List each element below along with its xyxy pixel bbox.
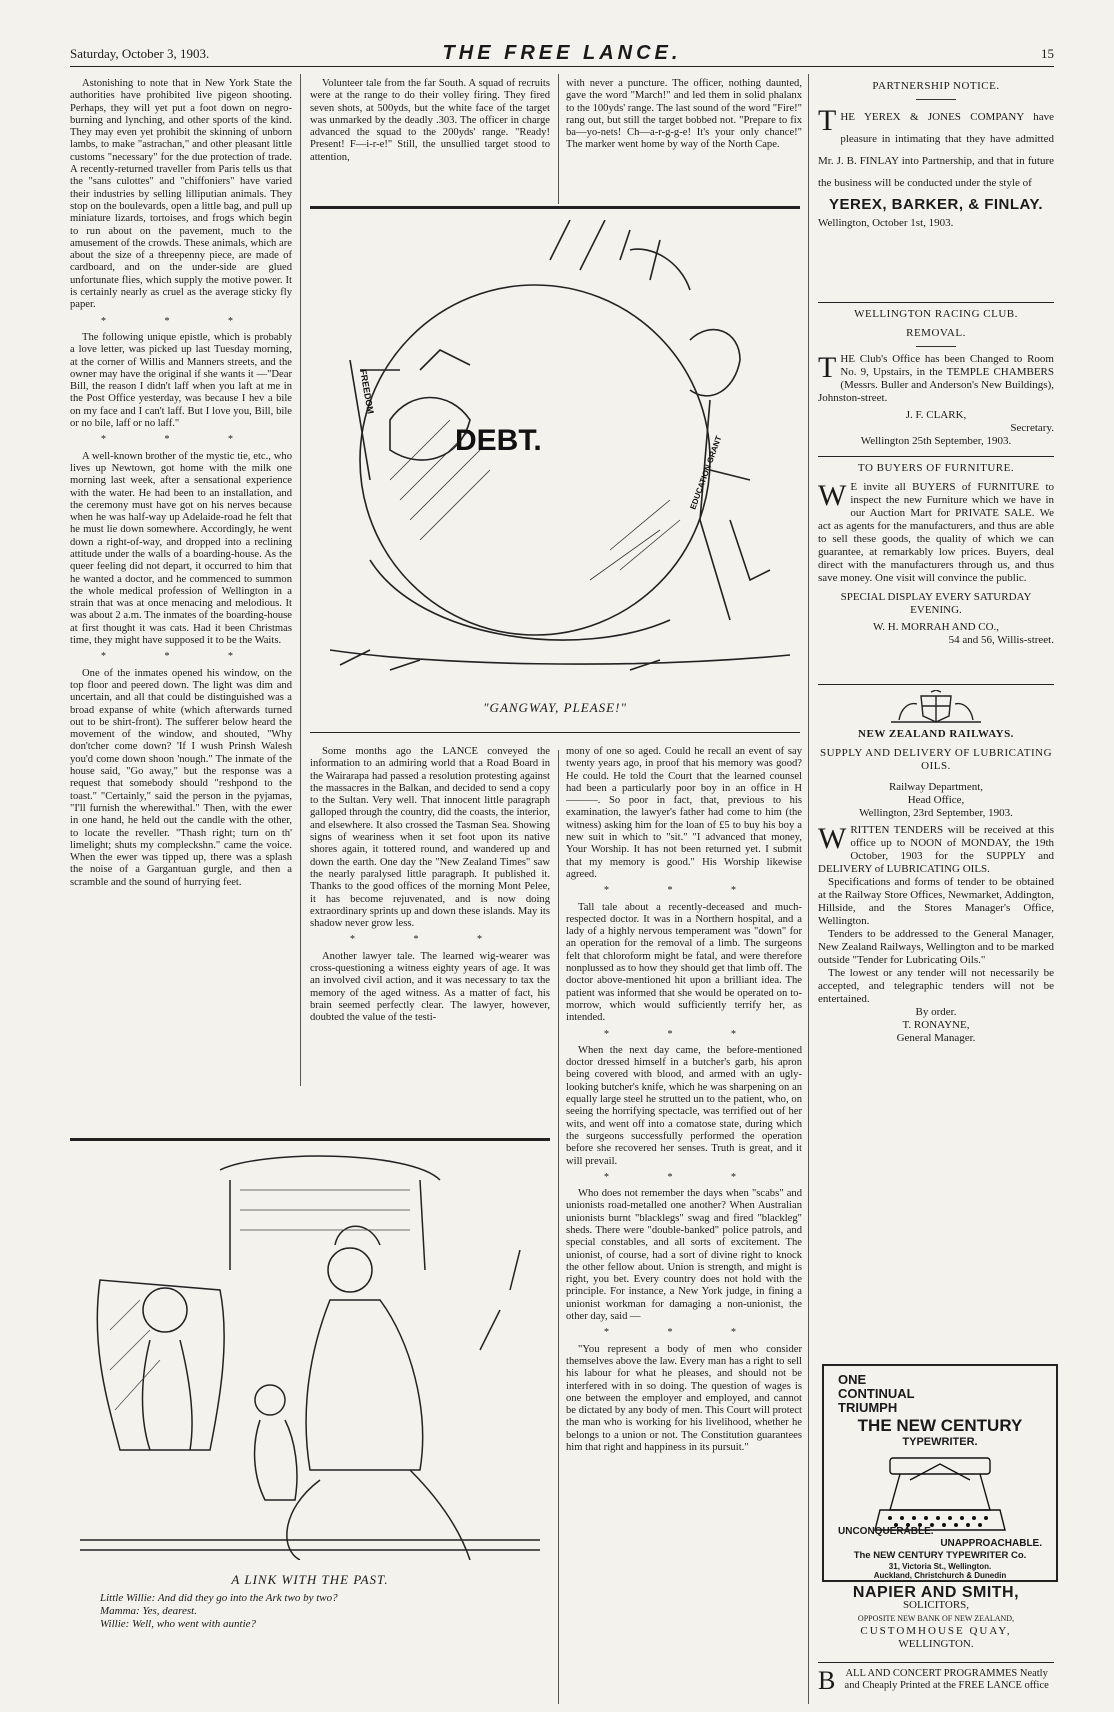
ad-role: Secretary. bbox=[1010, 422, 1054, 434]
ad-separator bbox=[916, 346, 956, 347]
ad-address: 31, Victoria St., Wellington. bbox=[888, 1562, 992, 1571]
ad-line: TRIUMPH bbox=[838, 1400, 898, 1415]
separator-stars: * * * bbox=[101, 434, 261, 446]
firm-name: YEREX, BARKER, & FINLAY. bbox=[829, 196, 1043, 213]
page-header bbox=[70, 42, 1054, 66]
column-divider bbox=[558, 74, 559, 204]
separator-stars: * * * bbox=[101, 315, 261, 327]
section-rule bbox=[70, 1138, 550, 1141]
railways-notice bbox=[818, 690, 1054, 1045]
furniture-notice bbox=[818, 462, 1054, 647]
column-2-middle bbox=[310, 746, 550, 1132]
article-paragraph: "You represent a body of men who consider themselves above the law. Every man has a right to sell his labour for what he pleases, and should not be interfered with in so doing. The question of wages is one between the employer and employed, and cannot be dictated by any body of men. This Court will protect the man who is working for his livelihood, whether he belongs to a union or not. The Constitution guarantees him that right and happiness in its pursuit." bbox=[566, 1343, 802, 1454]
article-paragraph: One of the inmates opened his window, on the top floor and peered down. The light was dim and uncertain, and all that could be distinguished was a broad expanse of white (which afterwards turned out to be shirt-front). The sufferer below heard the movement of the window, and shouted, "Why don'tcher come down? 'If I wush Prinsh Walesh you'd come down shoon 'nough." The inmate of the house said, "Go away," but the response was a request that somebody should "reshpond to the toast." "Certainly," said the person in the pyjamas, "I'll furnish the wherewithal." Then, with the ewer in one hand, he held out the candle with the other, to locate the reveller. "Thash right; turn on th' limelight; shuts my compleckshn." came the voice. When the ewer was tipped up, there was a splash the noise of a Gargantuan gurgle, and then a scramble and the sound of hurrying feet. bbox=[70, 667, 292, 888]
article-paragraph: Who does not remember the days when "scabs" and unionists road-metalled one another? When Australian unionists burnt "blacklegs" swag and fired "blackleg" sheds. There were "double-banked" police patrols, and special constables, and all sorts of excitement. The unionist, of course, had a sort of divine right to knock the other fellow about. Union is strength, and might is right, you bet. Every country does not hold with the principle. For instance, a New York judge, in fining a unionist workman for damaging a non-unionist, the other day, said — bbox=[566, 1188, 802, 1323]
ad-dept: Head Office, bbox=[907, 794, 965, 806]
ad-body: THE Club's Office has been Changed to Room No. 9, Upstairs, in the TEMPLE CHAMBERS (Messrs. Buller and Anderson's New Buildings), Johnston-street. bbox=[818, 351, 1054, 404]
section-rule bbox=[310, 732, 800, 733]
ad-date: Wellington, 23rd September, 1903. bbox=[859, 807, 1013, 819]
ark-cartoon bbox=[80, 1150, 540, 1560]
typewriter-brand: THE NEW CENTURY bbox=[857, 1416, 1023, 1435]
ad-cities: Auckland, Christchurch & Dunedin bbox=[873, 1571, 1007, 1580]
article-paragraph: mony of one so aged. Could he recall an event of say twenty years ago, in proof that his memory was good? He could. He told the Court that the learned counsel had been a particularly poor boy in an office in H———. So poor in fact, that, previous to his examination, the lawyer's father had come to him (the witness) asking him for the loan of £5 to buy his boy a new suit in which to "sit." "I advanced that money, Your Worship. It has not been returned yet. I submit that my memory is good." His Worship likewise agreed. bbox=[566, 746, 802, 880]
article-paragraph: Volunteer tale from the far South. A squad of recruits were at the range to do their volley firing. They fired seven shots, at 500yds, but the white face of the target was unmarked by the deadly .303. The officer in charge advanced the squad to the 200yds' range. "Ready! Present! F—i-r-e!" Still, the unsullied target stood to attention, bbox=[310, 78, 550, 163]
separator-stars: * * * bbox=[350, 934, 510, 946]
dialogue-line: Willie: Well, who went with auntie? bbox=[100, 1618, 257, 1630]
ad-rule bbox=[818, 684, 1054, 685]
ark-cartoon-drawing bbox=[80, 1150, 540, 1560]
separator-stars: * * * bbox=[604, 885, 764, 897]
ad-company: The NEW CENTURY TYPEWRITER Co. bbox=[853, 1550, 1027, 1561]
column-2-top bbox=[310, 78, 550, 202]
ad-claim: UNAPPROACHABLE. bbox=[940, 1538, 1042, 1549]
drop-cap: W bbox=[818, 479, 847, 512]
ad-heading: PARTNERSHIP NOTICE. bbox=[872, 80, 1000, 92]
cartoon-caption: "GANGWAY, PLEASE!" bbox=[483, 700, 627, 715]
article-paragraph: When the next day came, the before-mentioned doctor dressed himself in a butcher's garb, his apron being covered with blood, and armed with an ugly-looking butcher's knife, which he was sharpening on an equally large steel he strutted un to the patient, who, on seeing the horrifying spectacle, was terrified out of her wits, and went off into a comatose state, during which the surgeons successfully performed the operation before she recovered her senses. Truth is great, and it will prevail. bbox=[566, 1044, 802, 1167]
article-paragraph: Tall tale about a recently-deceased and much-respected doctor. It was in a Northern hospital, and a lady of a highly nervous temperament was "down" for an operation for the removal of a limb. The surgeons felt that chloroform might be fatal, and were therefore nonplussed as to how they should get that limb off. The doctor above-mentioned hit upon a brilliant idea. The patient was informed that she would be operated on to-morrow, which would sufficiently terrify her, as intended. bbox=[566, 901, 802, 1024]
education-grant-label: EDUCATION GRANT bbox=[688, 434, 724, 511]
ad-signer: J. F. CLARK, bbox=[905, 409, 967, 421]
separator-stars: * * * bbox=[604, 1327, 764, 1339]
coat-of-arms-icon bbox=[891, 690, 981, 724]
article-paragraph: The following unique epistle, which is probably a love letter, was picked up last Tuesday morning, at the corner of Willis and Manners streets, and the owner may have the original if she wants it —"Dear Bill, the reason I didn't laff when you laft at me in the Post Office yesterday, was because I hev a bile on my face and I can't laff. But I love you, Bill, bile or no bile, laff or no laff." bbox=[70, 331, 292, 430]
page-number: 15 bbox=[1041, 46, 1054, 61]
ad-claim: UNCONQUERABLE. bbox=[838, 1526, 934, 1537]
typewriter-product: TYPEWRITER. bbox=[902, 1436, 978, 1448]
article-paragraph: A well-known brother of the mystic tie, etc., who lives up Newtown, got home with the milk one morning last week, after a sensational experience with the water. He had been to an installation, and the ceremony must have got on his nerves because when he was half-way up Adelaide-road he felt that he must lie down somewhere. Accordingly, he went down a right-of-way, and dropped into a reclining attitude under the walls of a boarding-house. As the queer feeling did not depart, it occurred to him that he wanted a doctor, and he commenced to summon the whole medical profession of Wellington in a strain that was at once menacing and melodious. It was about 2 a.m. The inmates of the boarding-house at first thought it was cats. Had it been Christmas time, they might have supposed it to be the Waits. bbox=[70, 450, 292, 647]
ad-special: SPECIAL DISPLAY EVERY SATURDAY EVENING. bbox=[840, 591, 1032, 616]
article-paragraph: Astonishing to note that in New York State the authorities have prohibited live pigeon shooting. Perhaps, they will yet put a foot down on negro-burning and lynching, and other sports of the kind. They may even yet prohibit the skinning of unborn lambs, to make "astrachan," and other pleasant little customs "necessary" for the due protection of trade. A recently-returned traveller from Paris tells us that the "sans culottes" and "chiffoniers" have varied their industries by selling lilliputian animals. They stop on the boulevards, open a little bag, and pull up miniature lizards, tortoises, and frogs which begin to run about on the pavement, much to the amusement of the crowds. These animals, which are about the size of a threepenny piece, are made of cardboard, and on the under-side are glued unfortunate flies, which supply the motive power. It is certainly nearly as cruel as the average sticky fly paper. bbox=[70, 78, 292, 311]
napier-smith-ad bbox=[818, 1586, 1054, 1651]
programmes-ad: BALL AND CONCERT PROGRAMMES Neatly and Cheaply Printed at the FREE LANCE office bbox=[818, 1666, 1049, 1695]
ad-heading: TO BUYERS OF FURNITURE. bbox=[857, 462, 1015, 474]
issue-date: Saturday, October 3, 1903. bbox=[70, 46, 210, 61]
ad-quay: CUSTOMHOUSE QUAY, bbox=[860, 1625, 1012, 1637]
debt-label: DEBT. bbox=[455, 424, 542, 457]
drop-cap: B bbox=[818, 1666, 836, 1695]
ad-address: 54 and 56, Willis-street. bbox=[948, 634, 1054, 646]
ad-opposite: OPPOSITE NEW BANK OF NEW ZEALAND, bbox=[857, 1614, 1015, 1623]
ad-body: The lowest or any tender will not necessarily be accepted, and telegraphic tenders will not be entertained. bbox=[818, 967, 1054, 1005]
freedom-label: FREEDOM bbox=[358, 368, 376, 415]
section-rule bbox=[310, 206, 800, 209]
partnership-notice bbox=[818, 80, 1054, 230]
column-1 bbox=[70, 78, 292, 1133]
article-paragraph: Some months ago the LANCE conveyed the information to an admiring world that a Road Board in the Wairarapa had passed a resolution protesting against the massacres in the Balkan, and decided to send a copy to the Sultan. Very well. That innocent little paragraph galloped through the country, did the coasts, the interior, and elsewhere. It also crossed the Tasman Sea. Showing signs of weariness when it set foot upon its native shores again, it tottered round, and wandered up and down the earth. One day the "New Zealand Times" saw the nearly paralysed little paragraph. It published it. Thanks to the good offices of the morning Mont Pelee, it has become rejuvenated, and is now doing extraordinary sprints up and down these islands. May its shadow never grow less. bbox=[310, 746, 550, 930]
column-3-top bbox=[566, 78, 802, 202]
ad-signer: T. RONAYNE, bbox=[902, 1019, 970, 1031]
ad-line: ONE bbox=[838, 1372, 867, 1387]
ad-line: CONTINUAL bbox=[838, 1386, 915, 1401]
ad-role: General Manager. bbox=[896, 1032, 976, 1044]
ad-subheading: SUPPLY AND DELIVERY OF LUBRICATING OILS. bbox=[819, 747, 1053, 772]
column-divider bbox=[808, 74, 809, 1704]
ad-rule bbox=[818, 302, 1054, 303]
ad-rule bbox=[818, 1662, 1054, 1663]
column-divider bbox=[558, 750, 559, 1704]
racing-club-notice bbox=[818, 308, 1054, 448]
ad-firm: W. H. MORRAH AND CO., bbox=[872, 621, 1000, 633]
drop-cap: T bbox=[818, 104, 837, 137]
header-rule bbox=[70, 66, 1054, 67]
ad-rule bbox=[818, 456, 1054, 457]
ad-date: Wellington 25th September, 1903. bbox=[860, 435, 1012, 447]
ad-heading: NEW ZEALAND RAILWAYS. bbox=[858, 728, 1014, 740]
ad-date: Wellington, October 1st, 1903. bbox=[818, 217, 954, 229]
article-paragraph: with never a puncture. The officer, nothing daunted, gave the word "March!" and led them in solid phalanx to the 100yds' range. The last sound of the word "Fire!" rang out, but still the target bobbed not. "Prepare to fix ba—yo-nets! Ch—a-r-g-g-e! It's your only chance!" The marker went home by way of the North Cape. bbox=[566, 78, 802, 151]
ark-cartoon-dialogue bbox=[100, 1592, 540, 1631]
ark-cartoon-title: A LINK WITH THE PAST. bbox=[231, 1572, 389, 1587]
article-paragraph: Another lawyer tale. The learned wig-wearer was cross-questioning a witness eighty years of age. It was an involved civil action, and it was necessary to tax the memory of the aged witness. As a matter of fact, his brain seemed perfectly clear. The lawyer, however, doubted the value of the testi- bbox=[310, 950, 550, 1024]
ad-body: W E invite all BUYERS of FURNITURE to inspect the new Furniture which we have in our Auction Mart for PRIVATE SALE. We act as agents for the manufacturers, and thus are able to sell these goods, the quality of which we can guarantee, at remarkably low prices. Buyers, deal direct with the manufacturers through us, and thus save money. One visit will convince the public. bbox=[818, 479, 1054, 584]
ad-order: By order. bbox=[915, 1006, 957, 1018]
separator-stars: * * * bbox=[604, 1028, 764, 1040]
typewriter-ad bbox=[822, 1364, 1058, 1582]
dialogue-line: Little Willie: And did they go into the Ark two by two? bbox=[100, 1592, 338, 1604]
drop-cap: W bbox=[818, 822, 847, 855]
ad-subheading: REMOVAL. bbox=[906, 327, 966, 339]
column-divider bbox=[300, 74, 301, 1086]
ad-city: WELLINGTON. bbox=[898, 1638, 974, 1650]
separator-stars: * * * bbox=[101, 651, 261, 663]
debt-cartoon-drawing bbox=[330, 220, 790, 690]
separator-stars: * * * bbox=[604, 1171, 764, 1183]
masthead: THE FREE LANCE. bbox=[442, 42, 682, 64]
dialogue-line: Mamma: Yes, dearest. bbox=[100, 1605, 197, 1617]
ad-separator bbox=[916, 99, 956, 100]
drop-cap: T bbox=[818, 351, 837, 384]
ad-heading: WELLINGTON RACING CLUB. bbox=[854, 308, 1018, 320]
ad-role: SOLICITORS, bbox=[902, 1599, 970, 1611]
ad-body: THE YEREX & JONES COMPANY have pleasure in intimating that they have admitted Mr. J. B. FINLAY into Partnership, and that in future the business will be conducted under the style of bbox=[818, 104, 1054, 189]
ad-dept: Railway Department, bbox=[888, 781, 984, 793]
column-3-lower bbox=[566, 746, 802, 1704]
ad-body: Specifications and forms of tender to be obtained at the Railway Store Offices, Newmarket, Addington, Hillside, and the Stores Manager's Office, Wellington. bbox=[818, 876, 1054, 927]
ad-body: Tenders to be addressed to the General Manager, New Zealand Railways, Wellington and to be marked outside "Tender for Lubricating Oils." bbox=[818, 928, 1054, 966]
firm-name: NAPIER AND SMITH, bbox=[852, 1584, 1020, 1601]
debt-cartoon bbox=[330, 220, 790, 690]
ad-body: WRITTEN TENDERS will be received at this office up to NOON of MONDAY, the 19th October, 1903 for the SUPPLY and DELIVERY of LUBRICATING OILS. bbox=[818, 822, 1054, 875]
